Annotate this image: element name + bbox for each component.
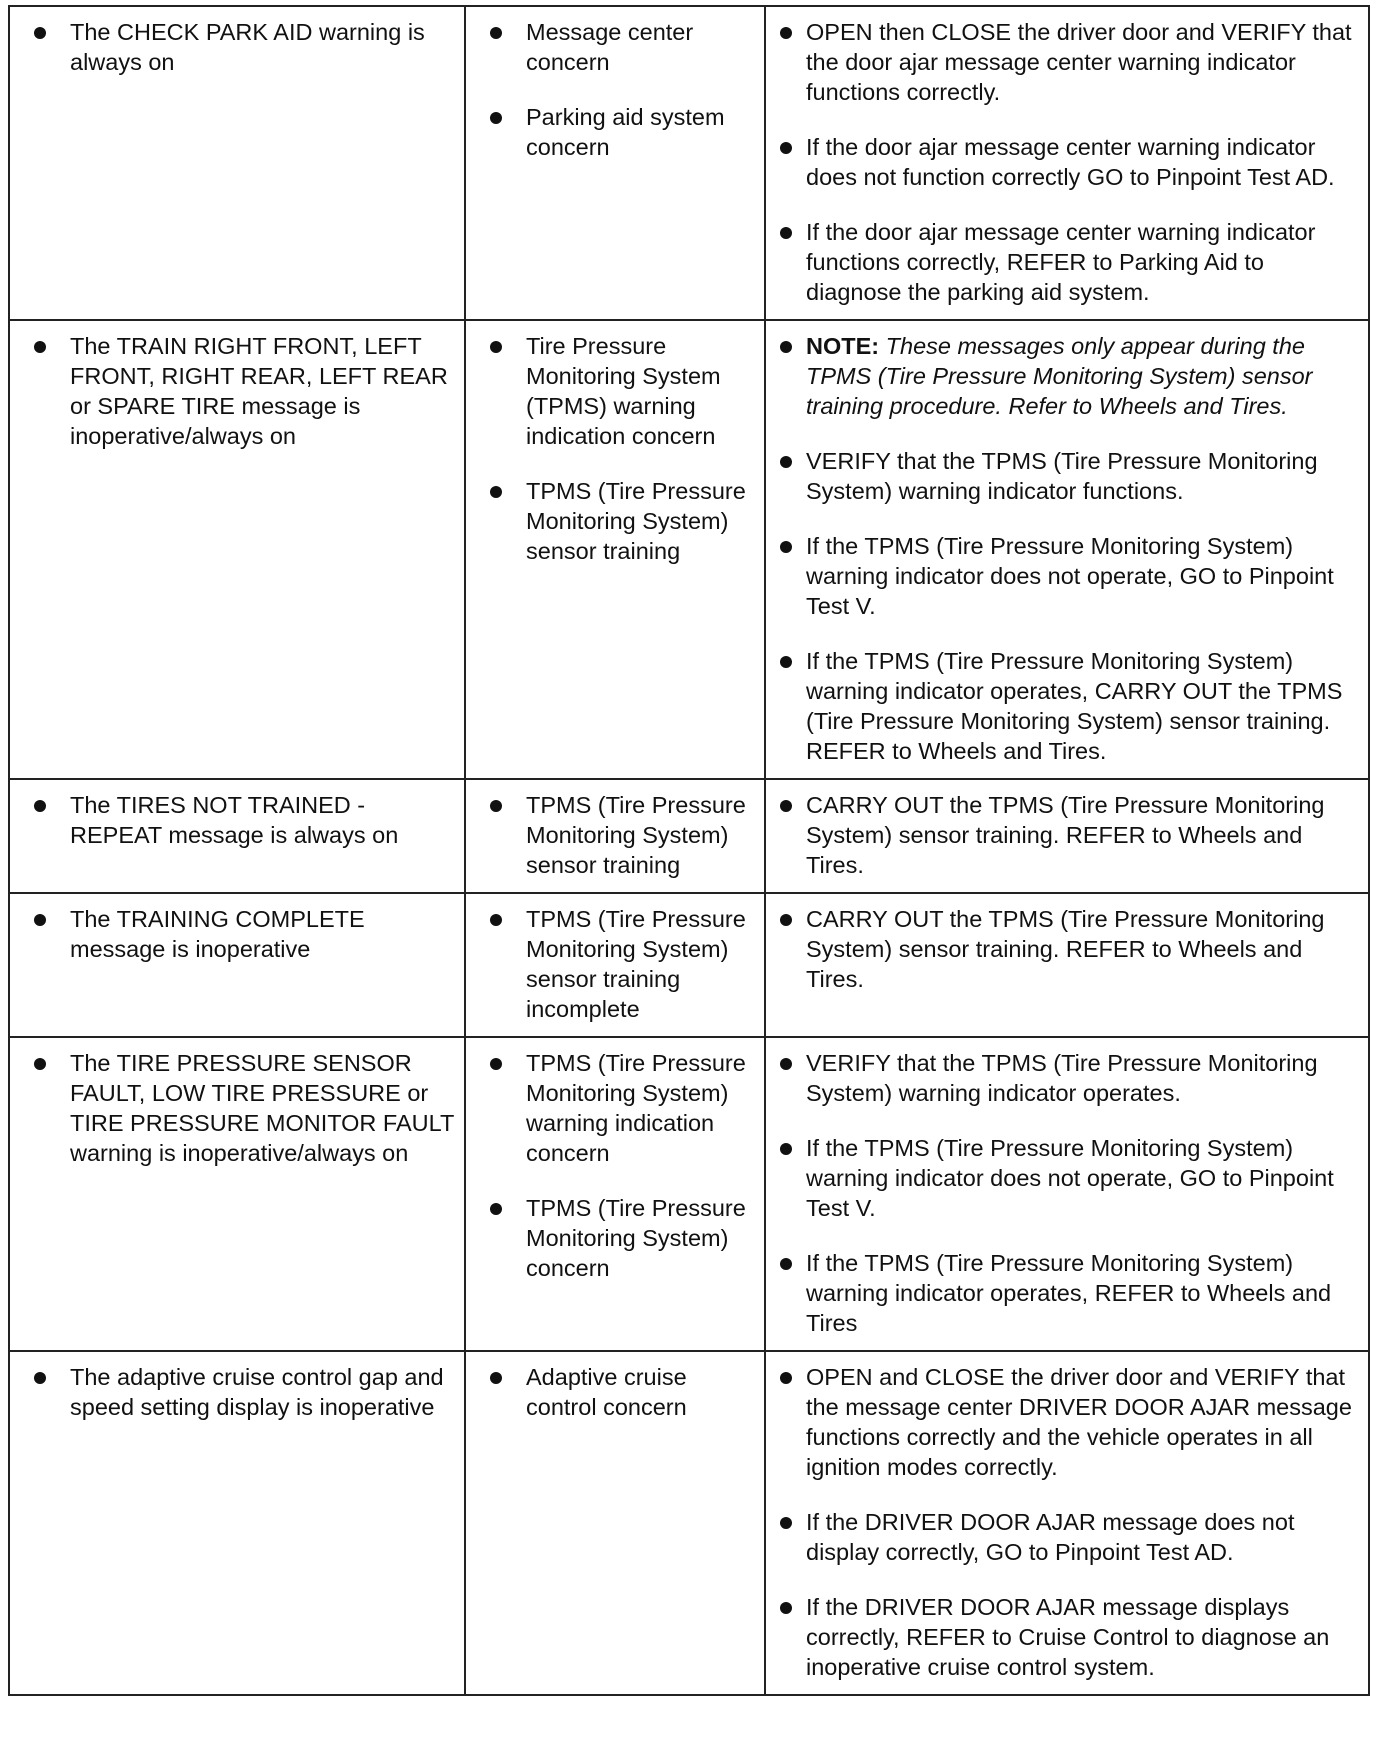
action-cell [765, 1351, 1369, 1695]
cause-cell [465, 6, 765, 320]
cause-item: TPMS (Tire Pressure Monitoring System) sensor training [474, 790, 756, 880]
condition-item: The TRAINING COMPLETE message is inoperative [18, 904, 456, 964]
condition-cell [9, 779, 465, 893]
cause-cell [465, 320, 765, 779]
action-item: If the TPMS (Tire Pressure Monitoring System) warning indicator operates, CARRY OUT the TPMS (Tire Pressure Monitoring System) sensor training. REFER to Wheels and Tires. [774, 646, 1360, 766]
cause-cell [465, 1351, 765, 1695]
condition-cell [9, 1351, 465, 1695]
action-item: If the door ajar message center warning indicator functions correctly, REFER to Parking Aid to diagnose the parking aid system. [774, 217, 1360, 307]
action-cell [765, 779, 1369, 893]
table-row [9, 779, 1369, 893]
table-row [9, 320, 1369, 779]
condition-cell [9, 320, 465, 779]
action-item: If the TPMS (Tire Pressure Monitoring System) warning indicator operates, REFER to Wheels and Tires [774, 1248, 1360, 1338]
diagnostic-table-page [8, 5, 1368, 1696]
action-item: CARRY OUT the TPMS (Tire Pressure Monitoring System) sensor training. REFER to Wheels and Tires. [774, 790, 1360, 880]
condition-item: The adaptive cruise control gap and speed setting display is inoperative [18, 1362, 456, 1422]
action-item: VERIFY that the TPMS (Tire Pressure Monitoring System) warning indicator functions. [774, 446, 1360, 506]
condition-cell [9, 6, 465, 320]
cause-item: Tire Pressure Monitoring System (TPMS) warning indication concern [474, 331, 756, 451]
cause-item: Message center concern [474, 17, 756, 77]
condition-item: The CHECK PARK AID warning is always on [18, 17, 456, 77]
table-row [9, 893, 1369, 1037]
table-row [9, 1351, 1369, 1695]
cause-item: TPMS (Tire Pressure Monitoring System) warning indication concern [474, 1048, 756, 1168]
action-item: If the DRIVER DOOR AJAR message displays correctly, REFER to Cruise Control to diagnose an inoperative cruise control system. [774, 1592, 1360, 1682]
cause-item: TPMS (Tire Pressure Monitoring System) sensor training [474, 476, 756, 566]
condition-item: The TIRES NOT TRAINED - REPEAT message is always on [18, 790, 456, 850]
action-item: CARRY OUT the TPMS (Tire Pressure Monitoring System) sensor training. REFER to Wheels and Tires. [774, 904, 1360, 994]
cause-item: Adaptive cruise control concern [474, 1362, 756, 1422]
action-item: OPEN then CLOSE the driver door and VERIFY that the door ajar message center warning indicator functions correctly. [774, 17, 1360, 107]
action-item: If the DRIVER DOOR AJAR message does not display correctly, GO to Pinpoint Test AD. [774, 1507, 1360, 1567]
note-item [774, 331, 1360, 421]
action-item: OPEN and CLOSE the driver door and VERIFY that the message center DRIVER DOOR AJAR message functions correctly and the vehicle operates in all ignition modes correctly. [774, 1362, 1360, 1482]
action-cell [765, 6, 1369, 320]
action-cell [765, 893, 1369, 1037]
symptom-chart-table [8, 5, 1370, 1696]
table-row [9, 1037, 1369, 1351]
condition-item: The TRAIN RIGHT FRONT, LEFT FRONT, RIGHT REAR, LEFT REAR or SPARE TIRE message is inoperative/always on [18, 331, 456, 451]
cause-cell [465, 1037, 765, 1351]
cause-item: Parking aid system concern [474, 102, 756, 162]
action-item: If the door ajar message center warning indicator does not function correctly GO to Pinpoint Test AD. [774, 132, 1360, 192]
cause-item: TPMS (Tire Pressure Monitoring System) sensor training incomplete [474, 904, 756, 1024]
action-item: If the TPMS (Tire Pressure Monitoring System) warning indicator does not operate, GO to Pinpoint Test V. [774, 531, 1360, 621]
action-item: VERIFY that the TPMS (Tire Pressure Monitoring System) warning indicator operates. [774, 1048, 1360, 1108]
cause-cell [465, 779, 765, 893]
note-label: NOTE: [806, 333, 880, 359]
cause-item: TPMS (Tire Pressure Monitoring System) concern [474, 1193, 756, 1283]
condition-cell [9, 1037, 465, 1351]
condition-cell [9, 893, 465, 1037]
action-cell [765, 1037, 1369, 1351]
action-item: If the TPMS (Tire Pressure Monitoring System) warning indicator does not operate, GO to Pinpoint Test V. [774, 1133, 1360, 1223]
cause-cell [465, 893, 765, 1037]
note-text: These messages only appear during the TPMS (Tire Pressure Monitoring System) sensor training procedure. Refer to Wheels and Tires. [806, 333, 1313, 419]
condition-item: The TIRE PRESSURE SENSOR FAULT, LOW TIRE PRESSURE or TIRE PRESSURE MONITOR FAULT warning is inoperative/always on [18, 1048, 456, 1168]
action-cell [765, 320, 1369, 779]
table-row [9, 6, 1369, 320]
